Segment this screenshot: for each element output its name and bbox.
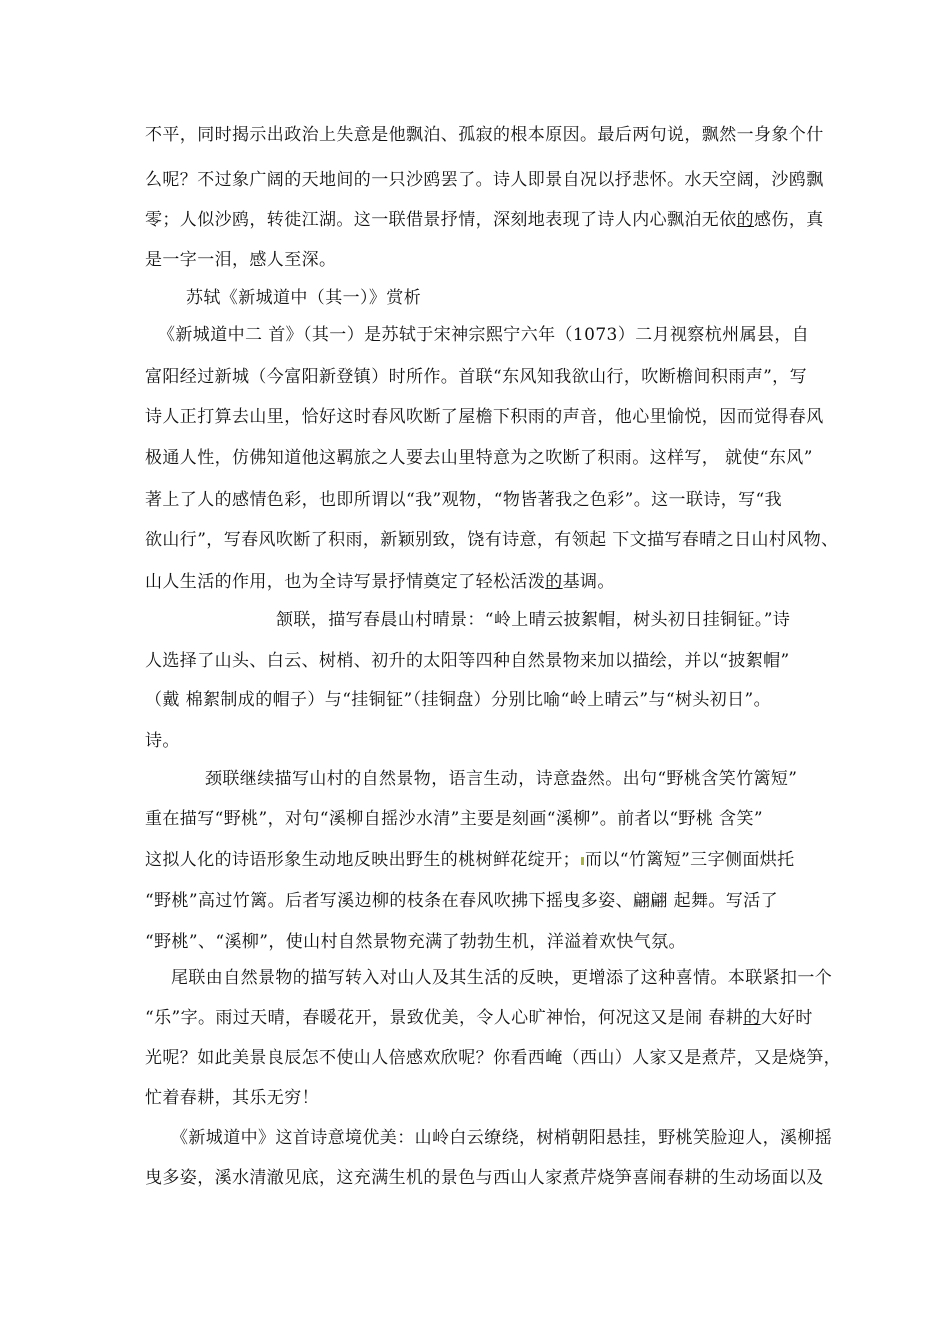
text-line: 《新城道中》这首诗意境优美：山岭白云缭绕，树梢朝阳悬挂，野桃笑脸迎人，溪柳摇: [171, 1128, 833, 1148]
text-line: 忙着春耕，其乐无穷！: [145, 1088, 319, 1108]
underlined-word: 的: [743, 1008, 761, 1028]
text-line: 颔联，描写春晨山村晴景：“岭上晴云披絮帽，树头初日挂铜钲。”诗: [276, 610, 791, 630]
text-line: （戴 棉絮制成的帽子）与“挂铜钲”（挂铜盘）分别比喻“岭上晴云”与“树头初日”。: [145, 690, 772, 710]
text-segment: 大好时: [760, 1008, 813, 1028]
underlined-word: 的: [736, 210, 755, 230]
text-line: 著上了人的感情色彩，也即所谓以“我”观物，“物皆著我之色彩”。这一联诗，写“我: [145, 490, 783, 510]
section-heading: 苏轼《新城道中（其一）》赏析: [186, 288, 422, 308]
text-segment: 这拟人化的诗语形象生动地反映出野生的桃树鲜花绽开；: [145, 850, 580, 870]
text-line: 不平，同时揭示出政治上失意是他飘泊、孤寂的根本原因。最后两句说，飘然一身象个什: [145, 125, 824, 145]
text-line: [145, 848, 795, 872]
text-segment: 基调。: [562, 572, 615, 592]
text-segment: 而以“竹篱短”三字侧面烘托: [585, 850, 795, 870]
text-line: 极通人性，仿佛知道他这羁旅之人要去山里特意为之吹断了积雨。这样写， 就使“东风”: [145, 448, 813, 468]
text-segment: “乐”字。雨过天晴，春暖花开，景致优美，令人心旷神怡，何况这又是闹 春耕: [145, 1008, 744, 1028]
text-line: 曳多姿，溪水清澈见底，这充满生机的景色与西山人家煮芹烧笋喜闹春耕的生动场面以及: [145, 1168, 824, 1188]
underlined-word: 的: [545, 572, 563, 592]
text-segment: 感伤，真: [754, 210, 824, 230]
text-line: 是一字一泪，感人至深。: [145, 250, 337, 270]
text-line: “野桃”高过竹篱。后者写溪边柳的枝条在春风吹拂下摇曳多姿、翩翩 起舞。写活了: [145, 891, 778, 911]
text-segment: 山人生活的作用，也为全诗写景抒情奠定了轻松活泼: [145, 572, 546, 592]
text-line: 人选择了山头、白云、树梢、初升的太阳等四种自然景物来加以描绘，并以“披絮帽”: [145, 651, 790, 671]
text-line: [145, 1006, 813, 1030]
text-line: [145, 208, 824, 232]
text-line: 颈联继续描写山村的自然景物，语言生动，诗意盎然。出句“野桃含笑竹篱短”: [205, 769, 798, 789]
text-line: 么呢？不过象广阔的天地间的一只沙鸥罢了。诗人即景自况以抒悲怀。水天空阔，沙鸥飘: [145, 170, 824, 190]
text-line: [145, 570, 615, 594]
text-line: 欲山行”，写春风吹断了积雨，新颖别致，饶有诗意，有领起 下文描写春晴之日山村风物、: [145, 530, 839, 550]
text-line: “野桃”、“溪柳”，使山村自然景物充满了勃勃生机，洋溢着欢快气氛。: [145, 932, 686, 952]
text-line: 诗。: [145, 731, 180, 751]
text-line: 尾联由自然景物的描写转入对山人及其生活的反映，更增添了这种喜情。本联紧扣一个: [171, 968, 833, 988]
text-segment: 零；人似沙鸥，转徙江湖。这一联借景抒情，深刻地表现了诗人内心飘泊无依: [145, 210, 737, 230]
text-line: 富阳经过新城（今富阳新登镇）时所作。首联“东风知我欲山行，吹断檐间积雨声”，写: [145, 367, 807, 387]
text-line: 《新城道中二 首》（其一）是苏轼于宋神宗熙宁六年（1073）二月视察杭州属县，自: [158, 325, 810, 345]
text-line: 重在描写“野桃”，对句“溪柳自摇沙水清”主要是刻画“溪柳”。前者以“野桃 含笑”: [145, 809, 763, 829]
stray-mark: [581, 857, 584, 865]
text-line: 光呢？如此美景良辰怎不使山人倍感欢欣呢？你看西崦（西山）人家又是煮芹，又是烧笋，: [145, 1048, 841, 1068]
text-line: 诗人正打算去山里，恰好这时春风吹断了屋檐下积雨的声音，他心里愉悦，因而觉得春风: [145, 407, 824, 427]
